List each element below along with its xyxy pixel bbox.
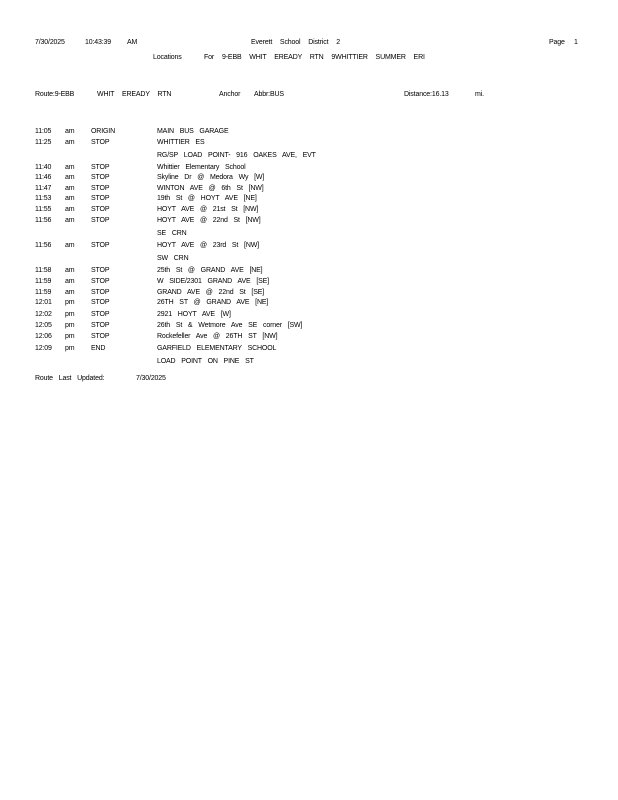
- stop-location: GRAND AVE @ 22nd St [SE]: [157, 289, 265, 296]
- stop-location: 19th St @ HOYT AVE [NE]: [157, 195, 257, 202]
- stop-time: 12:06: [35, 333, 52, 340]
- stop-ampm: am: [65, 164, 75, 171]
- stop-time: 11:55: [35, 206, 52, 213]
- stop-type: STOP: [91, 333, 110, 340]
- stop-time: 11:59: [35, 278, 52, 285]
- report-time: 10:43:39: [85, 39, 112, 46]
- stop-time: 11:56: [35, 242, 52, 249]
- stop-location-note: RG/SP LOAD POINT- 916 OAKES AVE, EVT: [157, 152, 316, 159]
- stop-time: 11:25: [35, 139, 52, 146]
- stop-type: STOP: [91, 311, 110, 318]
- stop-location: HOYT AVE @ 23rd St [NW]: [157, 242, 259, 249]
- subtitle-locations: Locations: [153, 54, 182, 61]
- route-abbr: Abbr:BUS: [254, 91, 284, 98]
- stop-ampm: am: [65, 185, 75, 192]
- route-distance: Distance:16.13: [404, 91, 449, 98]
- stop-ampm: am: [65, 217, 75, 224]
- stop-type: STOP: [91, 267, 110, 274]
- stop-time: 11:59: [35, 289, 52, 296]
- stop-location: Rockefeller Ave @ 26TH ST [NW]: [157, 333, 278, 340]
- stop-location: GARFIELD ELEMENTARY SCHOOL: [157, 345, 277, 352]
- stop-type: STOP: [91, 174, 110, 181]
- stop-type: STOP: [91, 217, 110, 224]
- stop-type: STOP: [91, 322, 110, 329]
- stop-ampm: am: [65, 267, 75, 274]
- stop-type: STOP: [91, 185, 110, 192]
- stop-ampm: pm: [65, 311, 75, 318]
- stop-ampm: pm: [65, 299, 75, 306]
- stop-time: 11:58: [35, 267, 52, 274]
- stop-ampm: am: [65, 195, 75, 202]
- stop-type: STOP: [91, 278, 110, 285]
- stop-type: STOP: [91, 299, 110, 306]
- stop-type: END: [91, 345, 106, 352]
- stop-time: 11:46: [35, 174, 52, 181]
- stop-time: 11:47: [35, 185, 52, 192]
- footer-updated-date: 7/30/2025: [136, 375, 166, 382]
- stop-ampm: pm: [65, 345, 75, 352]
- stop-type: STOP: [91, 242, 110, 249]
- stop-ampm: am: [65, 206, 75, 213]
- stop-location-note: SW CRN: [157, 255, 189, 262]
- stop-type: STOP: [91, 139, 110, 146]
- route-name: WHIT EREADY RTN: [97, 91, 172, 98]
- stop-location: HOYT AVE @ 21st St [NW]: [157, 206, 259, 213]
- stop-ampm: pm: [65, 322, 75, 329]
- stop-type: STOP: [91, 289, 110, 296]
- stop-ampm: am: [65, 174, 75, 181]
- stop-time: 12:05: [35, 322, 52, 329]
- stop-location: W SIDE/2301 GRAND AVE [SE]: [157, 278, 269, 285]
- stop-location: Whittier Elementary School: [157, 164, 246, 171]
- stop-time: 11:05: [35, 128, 52, 135]
- stop-type: STOP: [91, 206, 110, 213]
- footer-updated-label: Route Last Updated:: [35, 375, 105, 382]
- route-distance-unit: mi.: [475, 91, 484, 98]
- subtitle-for: For: [204, 54, 215, 61]
- subtitle-route: 9-EBB WHIT EREADY RTN 9WHITTIER SUMMER ERI: [222, 54, 425, 61]
- stop-location: HOYT AVE @ 22nd St [NW]: [157, 217, 261, 224]
- stop-ampm: am: [65, 242, 75, 249]
- page-number: 1: [574, 39, 578, 46]
- stop-ampm: am: [65, 139, 75, 146]
- stop-location: Skyline Dr @ Medora Wy [W]: [157, 174, 265, 181]
- stop-location: MAIN BUS GARAGE: [157, 128, 229, 135]
- stop-time: 12:09: [35, 345, 52, 352]
- report-meridiem: AM: [127, 39, 138, 46]
- stop-time: 12:02: [35, 311, 52, 318]
- stop-location: WHITTIER ES: [157, 139, 205, 146]
- stop-ampm: am: [65, 289, 75, 296]
- stop-time: 11:56: [35, 217, 52, 224]
- report-date: 7/30/2025: [35, 39, 65, 46]
- stop-time: 11:53: [35, 195, 52, 202]
- stop-ampm: pm: [65, 333, 75, 340]
- stop-location: 26th St & Wetmore Ave SE corner [SW]: [157, 322, 303, 329]
- stop-time: 11:40: [35, 164, 52, 171]
- stop-time: 12:01: [35, 299, 52, 306]
- stop-type: STOP: [91, 195, 110, 202]
- stop-type: ORIGIN: [91, 128, 115, 135]
- stop-ampm: am: [65, 128, 75, 135]
- stop-location: 2921 HOYT AVE [W]: [157, 311, 231, 318]
- route-anchor: Anchor: [219, 91, 241, 98]
- stop-location: 25th St @ GRAND AVE [NE]: [157, 267, 263, 274]
- stop-location: 26TH ST @ GRAND AVE [NE]: [157, 299, 269, 306]
- stop-type: STOP: [91, 164, 110, 171]
- stop-ampm: am: [65, 278, 75, 285]
- stop-location-note: SE CRN: [157, 230, 187, 237]
- page-label: Page: [549, 39, 565, 46]
- stop-location-note: LOAD POINT ON PINE ST: [157, 358, 254, 365]
- stop-location: WINTON AVE @ 6th St [NW]: [157, 185, 264, 192]
- route-code: Route:9-EBB: [35, 91, 75, 98]
- report-title: Everett School District 2: [251, 39, 340, 46]
